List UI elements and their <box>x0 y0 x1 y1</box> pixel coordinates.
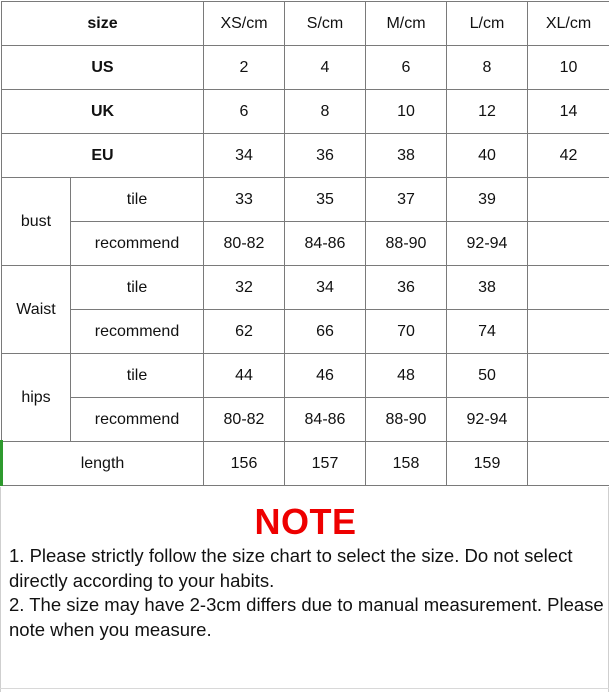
measure-value-cell: 70 <box>366 310 447 354</box>
length-row <box>2 442 609 486</box>
header-size-label: size <box>2 2 204 46</box>
measure-type-label: recommend <box>71 398 204 442</box>
measure-value-cell: 80-82 <box>204 222 285 266</box>
measure-value-cell: 74 <box>447 310 528 354</box>
size-value-cell: 34 <box>204 134 285 178</box>
size-value-cell: 10 <box>528 46 609 90</box>
measure-value-cell: 62 <box>204 310 285 354</box>
measure-value-cell: 34 <box>285 266 366 310</box>
measure-group-label: hips <box>2 354 71 442</box>
size-value-cell: 36 <box>285 134 366 178</box>
measure-row <box>2 266 609 310</box>
region-row-eu <box>2 134 609 178</box>
note-text <box>9 544 604 642</box>
header-row <box>2 2 609 46</box>
measure-value-cell: 46 <box>285 354 366 398</box>
measure-group-label: Waist <box>2 266 71 354</box>
size-value-cell: 2 <box>204 46 285 90</box>
measure-value-cell: 33 <box>204 178 285 222</box>
measure-value-cell: 44 <box>204 354 285 398</box>
length-value-cell: 157 <box>285 442 366 486</box>
measure-type-label: recommend <box>71 222 204 266</box>
header-xs: XS/cm <box>204 2 285 46</box>
size-value-cell: 6 <box>204 90 285 134</box>
cell-marker <box>0 440 3 486</box>
length-value-cell <box>528 442 609 486</box>
measure-value-cell: 88-90 <box>366 222 447 266</box>
bottom-gridline <box>0 688 609 693</box>
measure-row <box>2 222 609 266</box>
measure-value-cell: 92-94 <box>447 222 528 266</box>
measure-value-cell: 92-94 <box>447 398 528 442</box>
size-value-cell: 6 <box>366 46 447 90</box>
header-xl: XL/cm <box>528 2 609 46</box>
measure-value-cell: 50 <box>447 354 528 398</box>
measure-value-cell: 88-90 <box>366 398 447 442</box>
header-s: S/cm <box>285 2 366 46</box>
measure-type-label: recommend <box>71 310 204 354</box>
measure-value-cell <box>528 310 609 354</box>
size-chart-table <box>1 1 609 486</box>
measure-value-cell <box>528 266 609 310</box>
length-value-cell: 158 <box>366 442 447 486</box>
measure-row <box>2 354 609 398</box>
measure-value-cell: 84-86 <box>285 398 366 442</box>
size-value-cell: 38 <box>366 134 447 178</box>
measure-value-cell <box>528 354 609 398</box>
measure-row <box>2 310 609 354</box>
measure-value-cell: 36 <box>366 266 447 310</box>
measure-value-cell: 32 <box>204 266 285 310</box>
measure-value-cell: 38 <box>447 266 528 310</box>
measure-row <box>2 398 609 442</box>
note-title: NOTE <box>1 501 609 543</box>
note-line-2: 2. The size may have 2-3cm differs due to manual measurement. Please note when you measure. <box>9 593 604 642</box>
measure-type-label: tile <box>71 354 204 398</box>
measure-value-cell: 35 <box>285 178 366 222</box>
measure-value-cell: 66 <box>285 310 366 354</box>
length-value-cell: 156 <box>204 442 285 486</box>
measure-group-label: bust <box>2 178 71 266</box>
measure-value-cell: 39 <box>447 178 528 222</box>
note-line-1: 1. Please strictly follow the size chart to select the size. Do not select directly according to your habits. <box>9 544 604 593</box>
measure-value-cell: 84-86 <box>285 222 366 266</box>
note-section <box>0 487 609 692</box>
size-value-cell: 8 <box>285 90 366 134</box>
header-l: L/cm <box>447 2 528 46</box>
measure-row <box>2 178 609 222</box>
measure-value-cell <box>528 178 609 222</box>
size-value-cell: 4 <box>285 46 366 90</box>
measure-value-cell <box>528 398 609 442</box>
measure-type-label: tile <box>71 266 204 310</box>
size-value-cell: 40 <box>447 134 528 178</box>
measure-value-cell <box>528 222 609 266</box>
region-label: EU <box>2 134 204 178</box>
region-row-uk <box>2 90 609 134</box>
measure-type-label: tile <box>71 178 204 222</box>
region-label: US <box>2 46 204 90</box>
region-row-us <box>2 46 609 90</box>
size-value-cell: 14 <box>528 90 609 134</box>
length-label: length <box>2 442 204 486</box>
length-value-cell: 159 <box>447 442 528 486</box>
measure-value-cell: 37 <box>366 178 447 222</box>
size-value-cell: 10 <box>366 90 447 134</box>
size-value-cell: 12 <box>447 90 528 134</box>
measure-value-cell: 80-82 <box>204 398 285 442</box>
region-label: UK <box>2 90 204 134</box>
measure-value-cell: 48 <box>366 354 447 398</box>
size-value-cell: 42 <box>528 134 609 178</box>
header-m: M/cm <box>366 2 447 46</box>
size-value-cell: 8 <box>447 46 528 90</box>
